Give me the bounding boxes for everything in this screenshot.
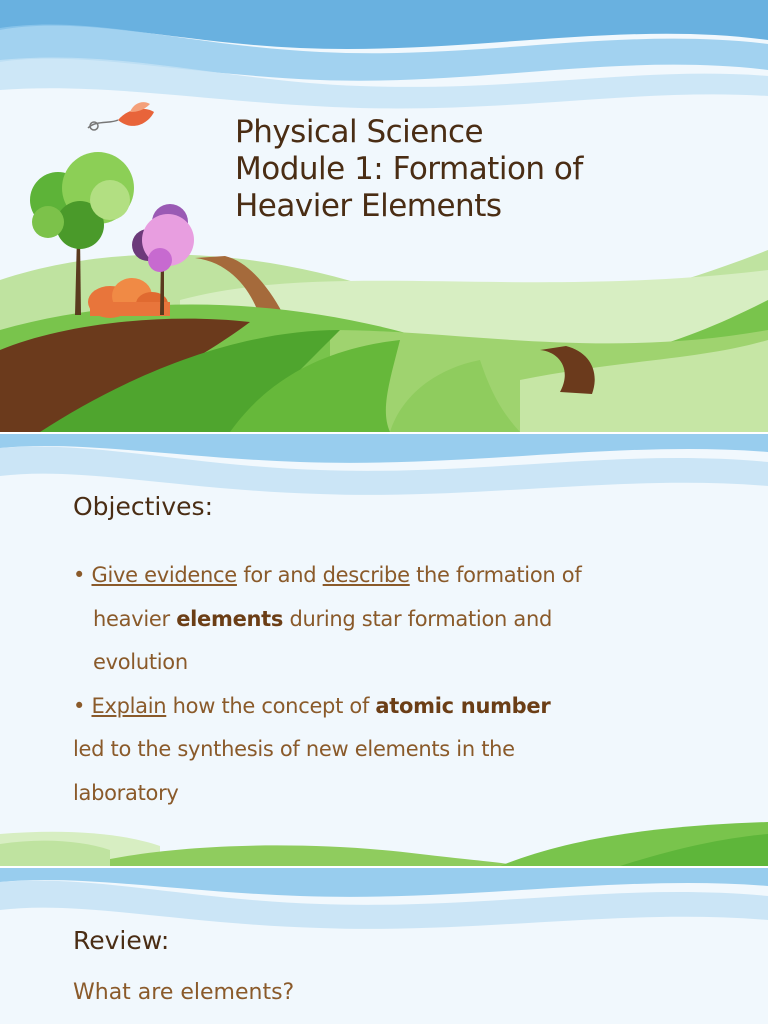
slide-title — [235, 114, 583, 225]
objective-2-line-1 — [73, 685, 713, 729]
objective-text: the formation of — [409, 563, 582, 587]
objective-2-line-2: led to the synthesis of new elements in the — [73, 737, 515, 761]
title-line-3: Heavier Elements — [235, 188, 502, 224]
objective-text: heavier — [93, 606, 177, 631]
objective-keyword: atomic number — [375, 693, 551, 718]
bullet: • — [73, 693, 86, 718]
objectives-heading: Objectives: — [73, 492, 213, 521]
objective-text: for and — [236, 563, 323, 587]
objective-verb: Explain — [91, 693, 167, 718]
review-heading: Review: — [73, 926, 170, 955]
objective-1-line-3: evolution — [93, 650, 188, 674]
title-line-2: Module 1: Formation of — [235, 151, 583, 187]
objective-verb: Give evidence — [91, 563, 237, 587]
review-slide — [0, 868, 768, 1024]
objective-1-line-2 — [73, 598, 713, 642]
title-line-1: Physical Science — [235, 114, 484, 150]
review-question: What are elements? — [73, 980, 295, 1005]
objectives-list — [73, 554, 713, 815]
objective-keyword: elements — [176, 606, 284, 631]
bullet: • — [73, 563, 86, 587]
objective-1-line-1 — [73, 554, 713, 598]
objective-text: how the concept of — [166, 693, 376, 718]
objectives-slide — [0, 434, 768, 866]
objective-2-line-3: laboratory — [73, 780, 179, 805]
objective-verb: describe — [322, 563, 410, 587]
objective-text: during star formation and — [283, 606, 553, 631]
title-slide — [0, 0, 768, 432]
